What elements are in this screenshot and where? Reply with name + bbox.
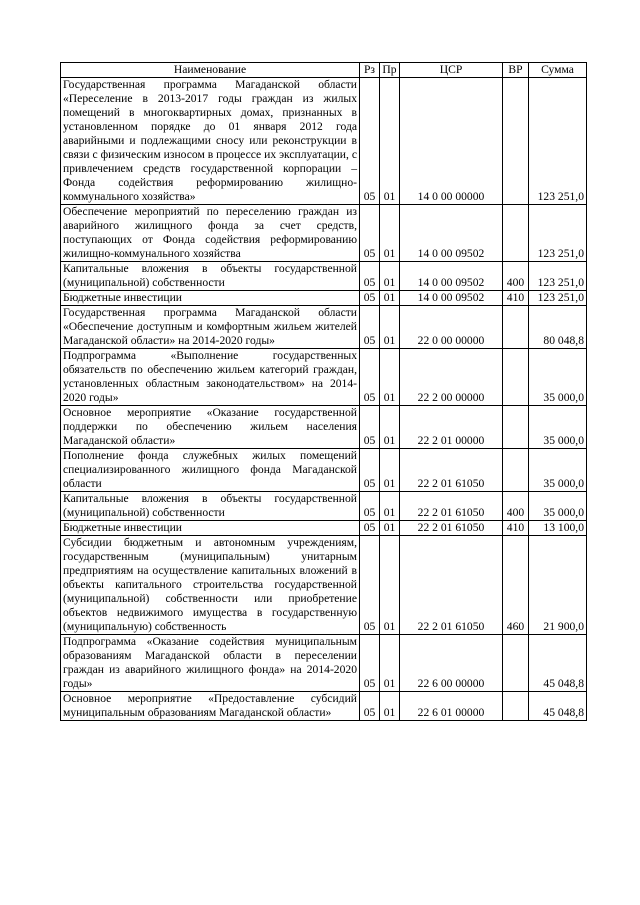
table-row — [61, 635, 587, 692]
row-name: Основное мероприятие «Оказание государственной поддержки по обеспечению жильем населения Магаданской области» — [61, 406, 360, 449]
row-csr: 22 6 00 00000 — [400, 635, 503, 692]
row-sum: 45 048,8 — [529, 635, 587, 692]
row-name: Основное мероприятие «Предоставление субсидий муниципальным образованиям Магаданской области» — [61, 692, 360, 721]
table-row — [61, 492, 587, 521]
row-rz: 05 — [360, 635, 380, 692]
header-row — [61, 63, 587, 78]
row-vr — [503, 306, 529, 349]
row-csr: 22 0 00 00000 — [400, 306, 503, 349]
row-csr: 22 2 01 61050 — [400, 521, 503, 536]
row-rz: 05 — [360, 205, 380, 262]
row-sum: 35 000,0 — [529, 449, 587, 492]
budget-table — [60, 62, 587, 721]
row-pr: 01 — [380, 349, 400, 406]
row-vr — [503, 449, 529, 492]
row-pr: 01 — [380, 262, 400, 291]
table-row — [61, 536, 587, 635]
row-rz: 05 — [360, 78, 380, 205]
row-name: Капитальные вложения в объекты государственной (муниципальной) собственности — [61, 262, 360, 291]
header-csr: ЦСР — [400, 63, 503, 78]
row-csr: 14 0 00 09502 — [400, 291, 503, 306]
row-rz: 05 — [360, 262, 380, 291]
row-rz: 05 — [360, 406, 380, 449]
row-sum: 35 000,0 — [529, 492, 587, 521]
row-pr: 01 — [380, 536, 400, 635]
row-name: Бюджетные инвестиции — [61, 521, 360, 536]
row-pr: 01 — [380, 78, 400, 205]
row-vr — [503, 635, 529, 692]
row-vr — [503, 692, 529, 721]
row-vr: 400 — [503, 262, 529, 291]
row-vr — [503, 205, 529, 262]
row-sum: 123 251,0 — [529, 78, 587, 205]
row-pr: 01 — [380, 521, 400, 536]
row-csr: 22 2 00 00000 — [400, 349, 503, 406]
row-rz: 05 — [360, 492, 380, 521]
header-pr: Пр — [380, 63, 400, 78]
row-rz: 05 — [360, 521, 380, 536]
row-name: Государственная программа Магаданской области «Переселение в 2013-2017 годы граждан из жилых помещений в многоквартирных домах, признанных в установленном порядке до 01 января 2012 года аварийными и подлежащими сносу или реконструкции в связи с физическим износом в процессе их эксплуатации, с привлечением средств государственной корпорации – Фонда содействия реформированию жилищно-коммунального хозяйства» — [61, 78, 360, 205]
row-pr: 01 — [380, 692, 400, 721]
row-vr: 410 — [503, 521, 529, 536]
table-row — [61, 205, 587, 262]
row-csr: 22 2 01 61050 — [400, 449, 503, 492]
row-rz: 05 — [360, 291, 380, 306]
row-vr — [503, 406, 529, 449]
row-rz: 05 — [360, 449, 380, 492]
row-rz: 05 — [360, 349, 380, 406]
row-vr — [503, 349, 529, 406]
row-sum: 80 048,8 — [529, 306, 587, 349]
row-pr: 01 — [380, 635, 400, 692]
row-vr — [503, 78, 529, 205]
row-sum: 13 100,0 — [529, 521, 587, 536]
row-rz: 05 — [360, 306, 380, 349]
row-name: Государственная программа Магаданской области «Обеспечение доступным и комфортным жильем жителей Магаданской области» на 2014-2020 годы» — [61, 306, 360, 349]
row-pr: 01 — [380, 449, 400, 492]
table-body — [61, 78, 587, 721]
table-row — [61, 521, 587, 536]
header-vr: ВР — [503, 63, 529, 78]
row-sum: 45 048,8 — [529, 692, 587, 721]
header-sum: Сумма — [529, 63, 587, 78]
row-csr: 22 6 01 00000 — [400, 692, 503, 721]
row-csr: 22 2 01 61050 — [400, 536, 503, 635]
table-row — [61, 291, 587, 306]
row-sum: 21 900,0 — [529, 536, 587, 635]
row-pr: 01 — [380, 205, 400, 262]
row-sum: 35 000,0 — [529, 349, 587, 406]
row-pr: 01 — [380, 406, 400, 449]
table-row — [61, 406, 587, 449]
row-name: Обеспечение мероприятий по переселению граждан из аварийного жилищного фонда за счет средств, поступающих от Фонда содействия реформированию жилищно-коммунального хозяйства — [61, 205, 360, 262]
header-rz: Рз — [360, 63, 380, 78]
table-row — [61, 306, 587, 349]
table-row — [61, 692, 587, 721]
row-name: Субсидии бюджетным и автономным учреждениям, государственным (муниципальным) унитарным предприятиям на осуществление капитальных вложений в объекты капитального строительства государственной (муниципальной) собственности или приобретение объектов недвижимого имущества в государственную (муниципальную) собственность — [61, 536, 360, 635]
row-csr: 14 0 00 00000 — [400, 78, 503, 205]
row-pr: 01 — [380, 492, 400, 521]
row-csr: 14 0 00 09502 — [400, 262, 503, 291]
header-name: Наименование — [61, 63, 360, 78]
table-row — [61, 262, 587, 291]
row-vr: 400 — [503, 492, 529, 521]
row-vr: 410 — [503, 291, 529, 306]
row-sum: 123 251,0 — [529, 291, 587, 306]
row-csr: 14 0 00 09502 — [400, 205, 503, 262]
row-rz: 05 — [360, 692, 380, 721]
table-row — [61, 349, 587, 406]
row-name: Подпрограмма «Выполнение государственных обязательств по обеспечению жильем категорий граждан, установленных областным законодательством» на 2014-2020 годы» — [61, 349, 360, 406]
row-sum: 123 251,0 — [529, 262, 587, 291]
row-sum: 123 251,0 — [529, 205, 587, 262]
row-name: Пополнение фонда служебных жилых помещений специализированного жилищного фонда Магаданской области — [61, 449, 360, 492]
row-pr: 01 — [380, 306, 400, 349]
row-csr: 22 2 01 61050 — [400, 492, 503, 521]
row-rz: 05 — [360, 536, 380, 635]
row-csr: 22 2 01 00000 — [400, 406, 503, 449]
row-sum: 35 000,0 — [529, 406, 587, 449]
row-name: Подпрограмма «Оказание содействия муниципальным образованиям Магаданской области в переселении граждан из аварийного жилищного фонда» на 2014-2020 годы» — [61, 635, 360, 692]
row-vr: 460 — [503, 536, 529, 635]
row-name: Капитальные вложения в объекты государственной (муниципальной) собственности — [61, 492, 360, 521]
table-row — [61, 78, 587, 205]
table-row — [61, 449, 587, 492]
row-pr: 01 — [380, 291, 400, 306]
row-name: Бюджетные инвестиции — [61, 291, 360, 306]
